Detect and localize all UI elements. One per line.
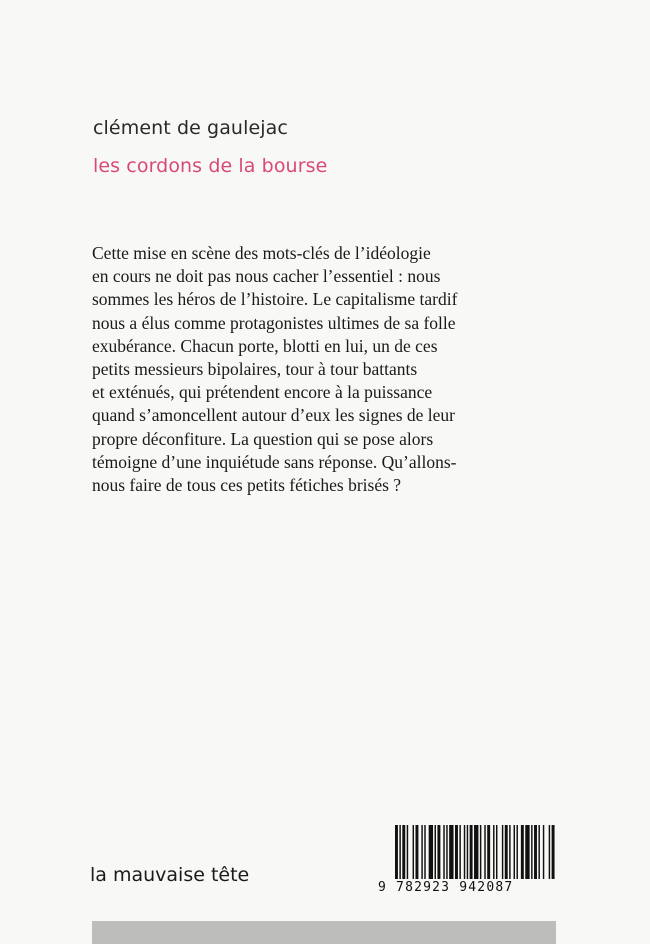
barcode-bar: [509, 825, 510, 879]
barcode-bar: [443, 825, 444, 879]
publisher-name: la mauvaise tête: [90, 864, 250, 886]
blurb-line: en cours ne doit pas nous cacher l’essentiel : nous: [92, 266, 441, 287]
barcode-bar: [470, 825, 473, 879]
barcode-bar: [402, 825, 405, 879]
barcode-bar: [435, 825, 436, 879]
barcode-bar: [493, 825, 494, 879]
blurb-line: nous faire de tous ces petits fétiches brisés ?: [92, 475, 402, 496]
blurb-line: sommes les héros de l’histoire. Le capitalisme tardif: [92, 289, 458, 310]
barcode-bar: [407, 825, 408, 879]
blurb-line: quand s’amoncellent autour d’eux les signes de leur: [92, 405, 456, 426]
barcode-bar: [552, 825, 555, 879]
barcode-bar: [446, 825, 447, 879]
barcode-bar: [449, 825, 453, 879]
barcode-bar: [549, 825, 550, 879]
isbn-digits: 9 782923 942087: [378, 880, 514, 895]
isbn-barcode: [378, 825, 556, 897]
barcode-bar: [487, 825, 490, 879]
barcode-bars: [395, 825, 556, 879]
book-title: les cordons de la bourse: [93, 155, 328, 177]
barcode-bar: [474, 825, 478, 879]
barcode-bar: [415, 825, 418, 879]
barcode-bar: [484, 825, 485, 879]
barcode-bar: [496, 825, 497, 879]
blurb-line: témoigne d’une inquiétude sans réponse. Qu’allons-: [92, 451, 457, 472]
barcode-bar: [429, 825, 433, 879]
barcode-bar: [543, 825, 544, 879]
blurb-line: exubérance. Chacun porte, blotti en lui, un de ces: [92, 335, 438, 356]
barcode-bar: [421, 825, 422, 879]
barcode-bar: [525, 825, 529, 879]
barcode-bar: [467, 825, 468, 879]
barcode-bar: [395, 825, 398, 879]
barcode-bar: [538, 825, 539, 879]
barcode-bar: [531, 825, 532, 879]
blurb-line: propre déconfiture. La question qui se pose alors: [92, 428, 434, 449]
blurb-line: et exténués, qui prétendent encore à la puissance: [92, 382, 433, 403]
blurb-text: [92, 242, 532, 497]
barcode-bar: [459, 825, 460, 879]
bottom-band: [92, 921, 556, 944]
barcode-bar: [437, 825, 440, 879]
barcode-bar: [399, 825, 400, 879]
barcode-bar: [455, 825, 458, 879]
barcode-bar: [464, 825, 465, 879]
blurb-line: Cette mise en scène des mots-clés de l’idéologie: [92, 243, 431, 263]
author-name: clément de gaulejac: [93, 117, 288, 139]
blurb-line: nous a élus comme protagonistes ultimes de sa folle: [92, 312, 456, 333]
blurb-line: petits messieurs bipolaires, tour à tour battants: [92, 359, 418, 380]
barcode-bar: [516, 825, 517, 879]
barcode-bar: [505, 825, 508, 879]
barcode-bar: [424, 825, 425, 879]
barcode-bar: [534, 825, 537, 879]
barcode-bar: [514, 825, 515, 879]
barcode-bar: [521, 825, 524, 879]
barcode-bar: [480, 825, 481, 879]
barcode-bar: [502, 825, 503, 879]
barcode-bar: [413, 825, 414, 879]
